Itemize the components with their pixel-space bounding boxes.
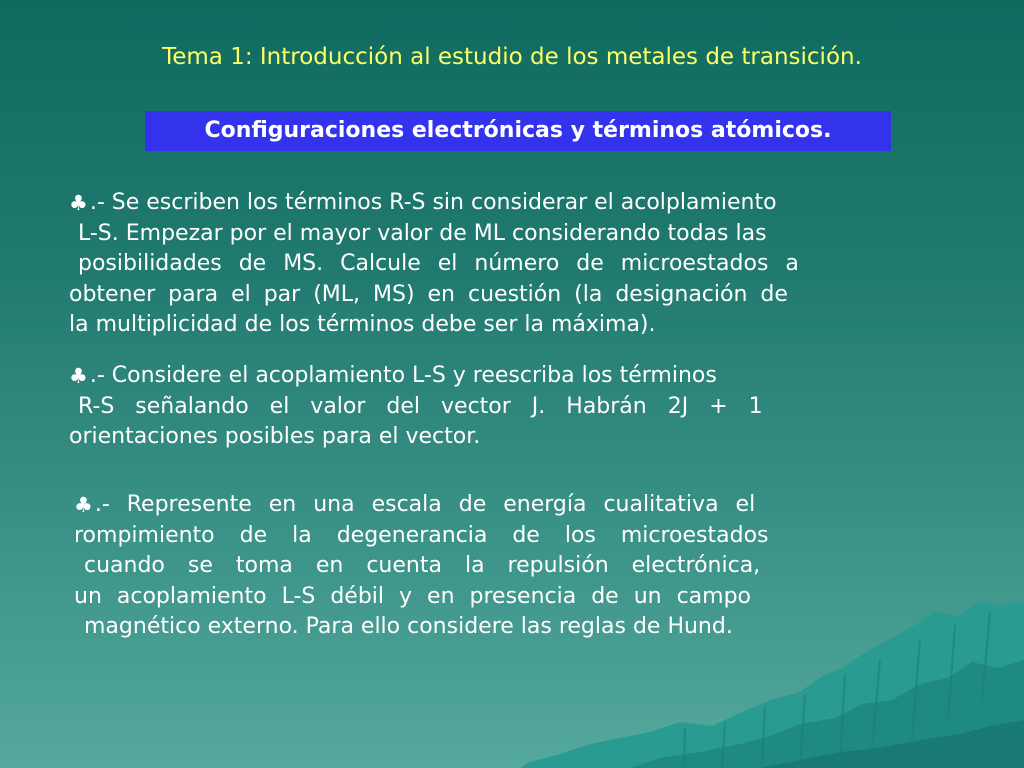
paragraph-line — [74, 521, 844, 552]
slide-title: Tema 1: Introducción al estudio de los metales de transición. — [162, 44, 862, 70]
line-text: la multiplicidad de los términos debe ser la máxima). — [69, 312, 656, 338]
line-text: .- Se escriben los términos R-S sin considerar el acolplamiento — [89, 190, 777, 215]
line-text: posibilidades de MS. Calcule el número de microestados a — [78, 251, 799, 277]
line-text: cuando se toma en cuenta la repulsión electrónica, — [84, 553, 761, 579]
paragraph-line — [74, 612, 844, 643]
paragraph-acoplamiento-ls — [69, 361, 825, 453]
line-text: rompimiento de la degenerancia de los microestados — [74, 522, 769, 548]
line-text: magnético externo. Para ello considere las reglas de Hund. — [84, 614, 733, 640]
paragraph-line — [69, 310, 893, 341]
paragraph-terminos-rs — [69, 188, 893, 341]
club-icon: ♣ — [69, 364, 88, 388]
paragraph-line — [69, 361, 825, 392]
line-text: un acoplamiento L-S débil y en presencia de un campo — [74, 583, 751, 609]
paragraph-line — [74, 582, 844, 613]
line-text: obtener para el par (ML, MS) en cuestión (la designación de — [69, 281, 788, 307]
club-icon: ♣ — [74, 493, 93, 517]
line-text: L-S. Empezar por el mayor valor de ML considerando todas las — [78, 220, 767, 246]
paragraph-escala-energia — [74, 490, 844, 643]
paragraph-line — [69, 188, 893, 219]
line-text: .- Represente en una escala de energía cualitativa el — [94, 492, 756, 517]
line-text: orientaciones posibles para el vector. — [69, 424, 481, 450]
paragraph-line — [74, 490, 844, 521]
line-text: .- Considere el acoplamiento L-S y reescriba los términos — [89, 363, 717, 388]
paragraph-line — [74, 551, 844, 582]
paragraph-line — [69, 392, 825, 423]
paragraph-line — [69, 280, 893, 311]
paragraph-line — [69, 249, 893, 280]
slide-subtitle: Configuraciones electrónicas y términos atómicos. — [145, 111, 891, 151]
club-icon: ♣ — [69, 191, 88, 215]
paragraph-line — [69, 422, 825, 453]
line-text: R-S señalando el valor del vector J. Habrán 2J + 1 — [78, 393, 763, 419]
paragraph-line — [69, 219, 893, 250]
